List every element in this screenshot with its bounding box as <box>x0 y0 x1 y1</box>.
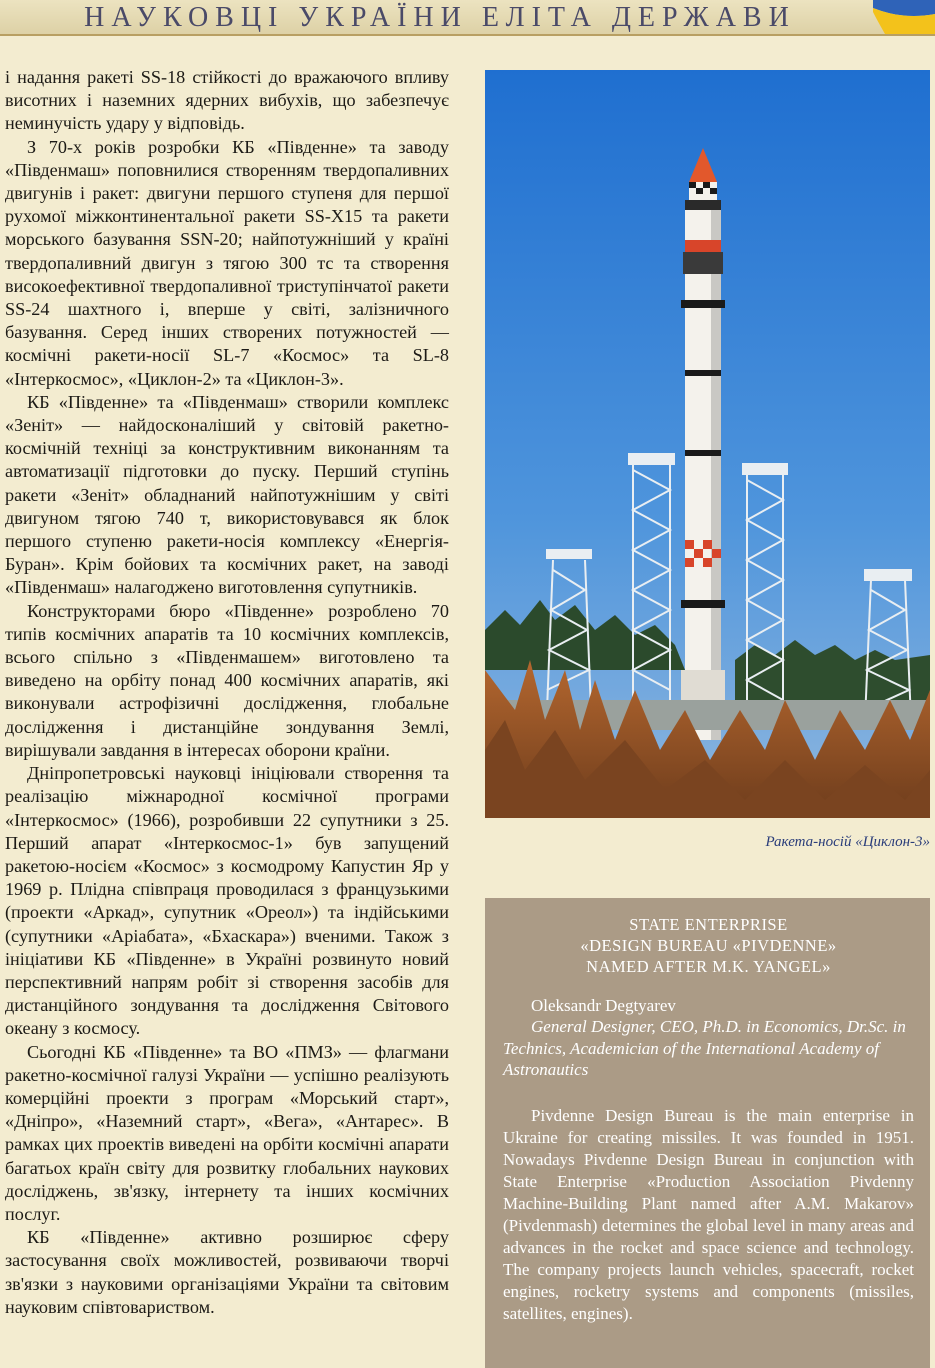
author-position: General Designer, CEO, Ph.D. in Economics, Dr.Sc. in Technics, Academician of the International Academy of Astronautics <box>503 1017 906 1079</box>
paragraph: Сьогодні КБ «Південне» та ВО «ПМЗ» — флагмани ракетно-космічної галузі України — успішно реалізують комерційні проекти з програм «Морський старт», «Дніпро», «Наземний старт», «Вега», «Антарес». В рамках цих проектів виведені на орбіти космічні апарати багатьох країн світу для розвитку глобальних наукових досліджень, зв'язку, інтернету та інших космічних послуг. <box>5 1041 449 1224</box>
english-summary-box <box>485 898 930 1368</box>
page-header <box>0 0 935 36</box>
ukraine-flag-icon <box>873 0 935 34</box>
title-line: «DESIGN BUREAU «PIVDENNE» <box>580 936 837 955</box>
title-line: NAMED AFTER M.K. YANGEL» <box>586 957 831 976</box>
paragraph: і надання ракеті SS-18 стійкості до вражаючого впливу висотних і наземних ядерних вибухів, що забезпечує неминучість удару у відповідь. <box>5 67 449 134</box>
photo-caption: Ракета-носій «Циклон-3» <box>765 834 930 850</box>
english-summary-title <box>503 914 914 977</box>
header-title: НАУКОВЦІ УКРАЇНИ ЕЛІТА ДЕРЖАВИ <box>84 2 796 33</box>
paragraph: Конструкторами бюро «Південне» розроблено 70 типів космічних апаратів та 10 космічних комплексів, всього спільно з «Південмашем» виготовлено та виведено на орбіту понад 400 космічних апаратів, які виконували астрофізичні дослідження, глобальне дослідження і дистанційне зондування Землі, вирішували завдання в інтересах оборони країни. <box>5 600 449 760</box>
title-line: STATE ENTERPRISE <box>629 915 788 934</box>
english-summary-body: Pivdenne Design Bureau is the main enterprise in Ukraine for creating missiles. It was founded in 1951. Nowadays Pivdenne Design Bureau in conjunction with State Enterprise «Production Association Pivdenny Machine-Building Plant named after A.M. Makarov» (Pivdenmash) determines the global level in many areas and advances in the rocket and space science and technology. The company projects launch vehicles, spacecraft, rocket engines, rocketry systems and components (missiles, satellites, engines). <box>503 1105 914 1323</box>
paragraph: КБ «Південне» та «Південмаш» створили комплекс «Зеніт» — найдосконаліший у світовій ракетно-космічній техніці за конструктивним виконанням та автоматизації підготовки до пуску. Перший ступінь ракети «Зеніт» обладнаний найпотужнішим у світі двигуном тягою 740 т, використовувався як блок першого ступеню ракети-носія комплексу «Енергія-Буран». Крім бойових та космічних ракет, на заводі «Південмаш» налагоджено виготовлення супутників. <box>5 391 449 598</box>
paragraph: З 70-х років розробки КБ «Південне» та заводу «Південмаш» поповнилися створенням твердопаливних двигунів і ракет: двигуни першого ступеня для першої рухомої міжконтинентальної ракети SS-X15 та ракети морського базування SSN-20; найпотужніший у країні твердопаливний двигун з тягою 300 тс та створення високоефективної твердопаливної триступінчатої ракети SS-24 шахтного і, вперше у світі, залізничного базування. Серед інших створених потужностей — космічні ракети-носії SL-7 «Космос» та SL-8 «Інтеркосмос», «Циклон-2» та «Циклон-3». <box>5 136 449 389</box>
rocket-photo <box>485 70 930 818</box>
paragraph: Дніпропетровські науковці ініціювали створення та реалізацію міжнародної космічної програми «Інтеркосмос» (1966), розробивши 22 супутники з 25. Перший апарат «Інтеркосмос-1» був запущений ракетою-носієм «Космос» з космодрому Капустин Яр у 1969 р. Плідна співпраця проводилася з французькими (проекти «Аркад», супутник «Ореол») та індійськими (супутники «Аріабата», «Бхаскара») вченими. Також з ініціативи КБ «Південне» в Україні розвинуто новий перспективний напрям робіт зі створення засобів для дистанційного зондування та дослідження Світового океану з космосу. <box>5 763 449 1039</box>
article-text-ukrainian <box>5 66 449 1319</box>
paragraph: КБ «Південне» активно розширює сферу застосування своїх можливостей, розвиваючи творчі зв'язки з науковими організаціями України та світовим науковим співтовариством. <box>5 1227 449 1317</box>
author-name: Oleksandr Degtyarev <box>531 996 676 1015</box>
